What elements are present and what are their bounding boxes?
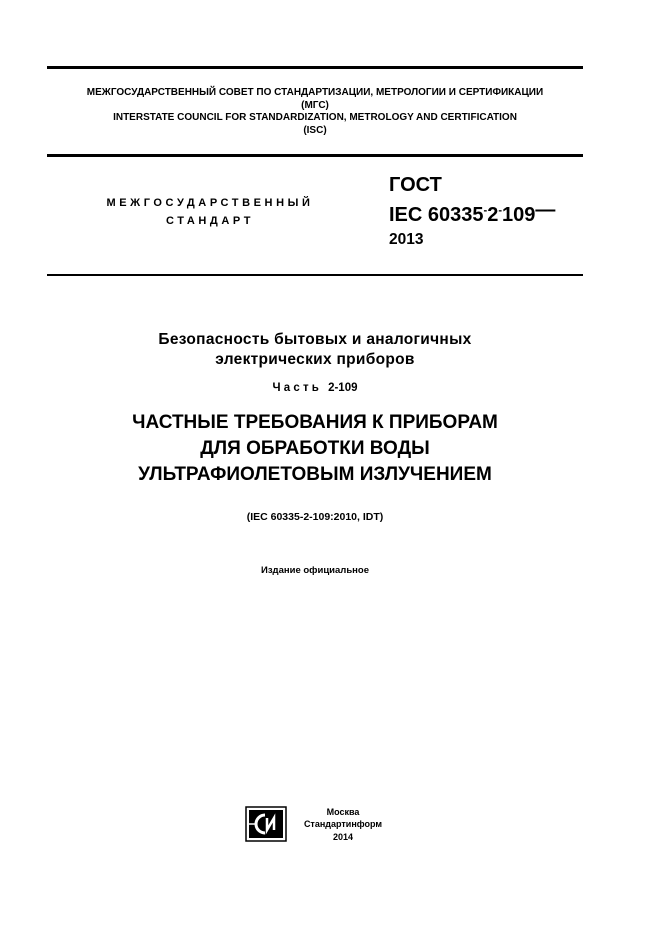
council-en — [47, 112, 583, 137]
code-num: 109 — [501, 204, 536, 226]
publisher-year: 2014 — [332, 831, 354, 842]
general-title — [60, 330, 570, 370]
code-mid: 2 — [487, 204, 499, 226]
identity-reference: (IEC 60335-2-109:2010, IDT) — [246, 511, 384, 523]
general-title-line1: Безопасность бытовых и аналогичных — [158, 331, 472, 348]
designation-year: 2013 — [389, 231, 424, 248]
council-ru-abbr: (МГС) — [301, 99, 329, 111]
council-ru-name: МЕЖГОСУДАРСТВЕННЫЙ СОВЕТ ПО СТАНДАРТИЗАЦИИ, МЕТРОЛОГИИ И СЕРТИФИКАЦИИ — [86, 87, 544, 98]
designation-code: IEC 60335-2-109— — [389, 199, 556, 226]
gost-label: ГОСТ — [389, 174, 442, 196]
part-word: Часть — [272, 382, 323, 394]
publisher-block — [288, 806, 398, 843]
publisher-city: Москва — [326, 807, 360, 817]
middle-rule — [47, 154, 583, 157]
publisher-name: Стандартинформ — [303, 819, 383, 830]
council-en-name: INTERSTATE COUNCIL FOR STANDARDIZATION, METROLOGY AND CERTIFICATION — [113, 112, 517, 123]
edition-label: Издание официальное — [261, 565, 369, 576]
standard-designation — [389, 173, 555, 252]
code-prefix: IEC 60335 — [389, 204, 484, 226]
specific-title — [60, 410, 570, 488]
part-label — [60, 382, 570, 394]
standard-kind-line2: СТАНДАРТ — [165, 215, 255, 227]
council-en-abbr: (ISC) — [303, 124, 327, 136]
part-number: 2-109 — [328, 382, 358, 394]
specific-title-line1: ЧАСТНЫЕ ТРЕБОВАНИЯ К ПРИБОРАМ — [132, 412, 498, 433]
specific-title-line3: УЛЬТРАФИОЛЕТОВЫМ ИЗЛУЧЕНИЕМ — [138, 464, 492, 485]
general-title-line2: электрических приборов — [215, 351, 415, 368]
specific-title-line2: ДЛЯ ОБРАБОТКИ ВОДЫ — [200, 438, 430, 459]
standartinform-logo-icon — [245, 806, 287, 842]
code-dash: — — [535, 199, 556, 221]
top-rule — [47, 66, 583, 69]
standard-kind-line1: МЕЖГОСУДАРСТВЕННЫЙ — [106, 197, 314, 209]
bottom-rule — [47, 274, 583, 276]
standard-kind — [80, 194, 340, 230]
council-ru — [47, 87, 583, 112]
